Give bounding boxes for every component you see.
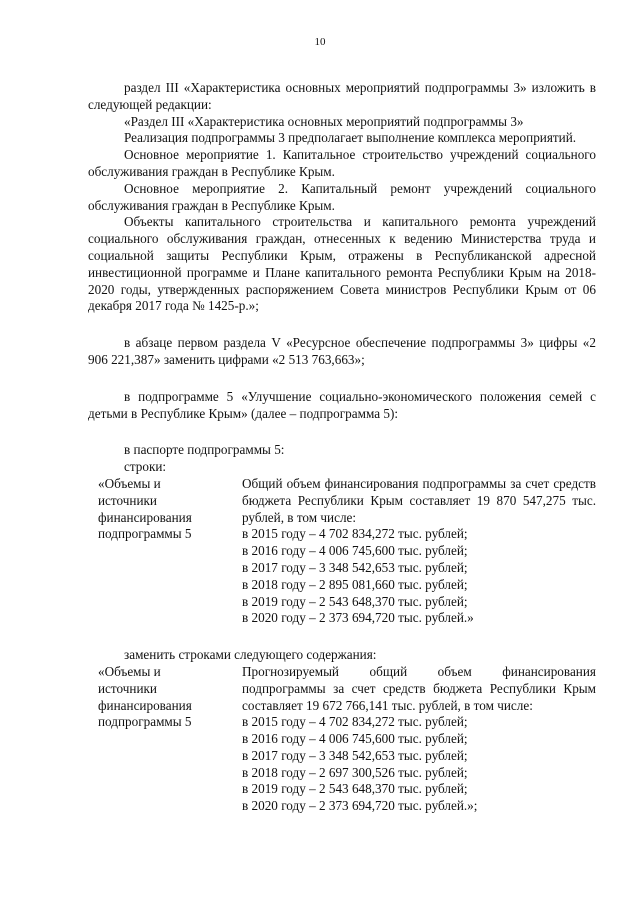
page-number: 10 [314, 36, 326, 48]
paragraph-subprogram-5: в подпрограмме 5 «Улучшение социально-экономического положения семей с детьми в Республике Крым» (далее – подпрограмма 5): [88, 388, 596, 421]
old-financing-block [88, 476, 596, 627]
old-financing-values [238, 476, 596, 627]
paragraph-main-measure-1: Основное мероприятие 1. Капитальное строительство учреждений социального обслуживания граждан в Республике Крым. [88, 147, 596, 179]
year-line: в 2019 году – 2 543 648,370 тыс. рублей; [242, 593, 468, 609]
year-line: в 2020 году – 2 373 694,720 тыс. рублей.» [242, 610, 474, 626]
label-line: «Объемы и [98, 663, 161, 679]
year-line: в 2015 году – 4 702 834,272 тыс. рублей; [242, 714, 468, 730]
year-line: в 2020 году – 2 373 694,720 тыс. рублей.»; [242, 798, 478, 814]
paragraph-main-measure-2: Основное мероприятие 2. Капитальный ремонт учреждений социального обслуживания граждан в Республике Крым. [88, 180, 596, 213]
year-line: в 2015 году – 4 702 834,272 тыс. рублей; [242, 526, 468, 542]
new-financing-block [88, 664, 596, 815]
new-financing-values [238, 664, 596, 815]
label-line: источники [98, 492, 157, 508]
paragraph-section-v: в абзаце первом раздела V «Ресурсное обеспечение подпрограммы 3» цифры «2 906 221,387» заменить цифрами «2 513 763,663»; [88, 335, 596, 367]
label-line: подпрограммы 5 [98, 526, 192, 542]
stroki-label: строки: [124, 459, 167, 475]
passport-label: в паспорте подпрограммы 5: [124, 442, 285, 458]
replace-label: заменить строками следующего содержания: [124, 647, 377, 663]
year-line: в 2018 году – 2 895 081,660 тыс. рублей; [242, 576, 468, 592]
year-line: в 2017 году – 3 348 542,653 тыс. рублей; [242, 559, 468, 575]
label-line: «Объемы и [98, 475, 161, 491]
paragraph-section-iii-intro: раздел III «Характеристика основных мероприятий подпрограммы 3» изложить в следующей редакции: [88, 80, 596, 112]
year-line: в 2016 году – 4 006 745,600 тыс. рублей; [242, 731, 468, 747]
year-line: в 2018 году – 2 697 300,526 тыс. рублей; [242, 764, 468, 780]
financing-description: Общий объем финансирования подпрограммы за счет средств бюджета Республики Крым составляет 19 870 547,275 тыс. рублей, в том числе: [242, 475, 596, 525]
new-financing-label [88, 664, 238, 815]
year-line: в 2017 году – 3 348 542,653 тыс. рублей; [242, 747, 468, 763]
paragraph-objects: Объекты капитального строительства и капитального ремонта учреждений социального обслуживания граждан, отнесенных к ведению Министерства труда и социальной защиты Республики Крым, отражены в Республиканской адресной инвестиционной программе и Плане капитального ремонта Республики Крым на 2018-2020 годы, утвержденных распоряжением Совета министров Республики Крым от 06 декабря 2017 года № 1425-р.»; [88, 214, 596, 314]
document-body [88, 80, 596, 815]
paragraph-implementation: Реализация подпрограммы 3 предполагает выполнение комплекса мероприятий. [124, 130, 577, 146]
label-line: финансирования [98, 509, 192, 525]
year-line: в 2016 году – 4 006 745,600 тыс. рублей; [242, 543, 468, 559]
label-line: подпрограммы 5 [98, 714, 192, 730]
financing-description: Прогнозируемый общий объем финансирования подпрограммы за счет средств бюджета Республики Крым составляет 19 672 766,141 тыс. рублей, в том числе: [242, 663, 596, 713]
label-line: источники [98, 680, 157, 696]
year-line: в 2019 году – 2 543 648,370 тыс. рублей; [242, 781, 468, 797]
label-line: финансирования [98, 697, 192, 713]
paragraph-section-iii-title: «Раздел III «Характеристика основных мероприятий подпрограммы 3» [124, 113, 524, 129]
old-financing-label [88, 476, 238, 627]
